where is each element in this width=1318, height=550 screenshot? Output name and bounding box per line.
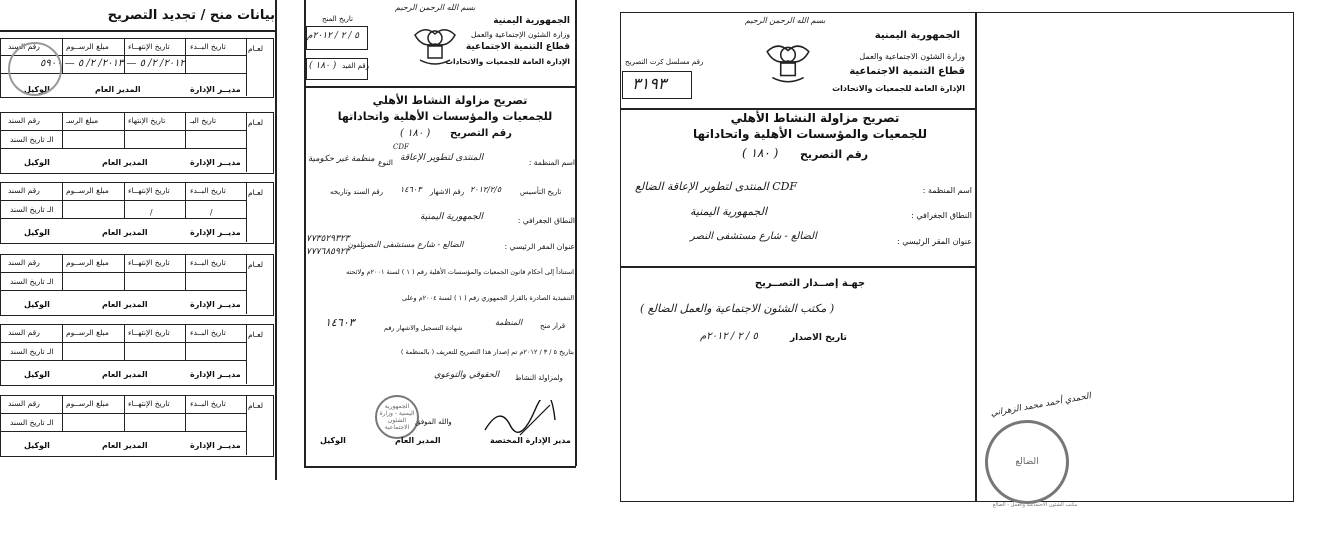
org-short: CDF xyxy=(393,143,409,151)
sig-agent: الوكيل xyxy=(24,158,50,167)
col-fee-label: مبلغ الرســوم xyxy=(66,328,109,337)
sig-manager: مديــر الإدارة xyxy=(190,158,241,167)
org-name-label: اسم المنظمة : xyxy=(528,158,575,167)
permit-subtitle: للجمعيات والمؤسسات الأهلية واتحاداتها xyxy=(337,110,553,123)
year-label: لعـام xyxy=(248,118,264,127)
receipt-date-label: الـ تاريخ السند xyxy=(10,347,54,356)
sig-manager: مديــر الإدارة xyxy=(190,370,241,379)
col-start-label: تاريخ البــدء xyxy=(190,258,226,267)
footer-sign-agent: الوكيل xyxy=(320,436,346,445)
founding-label: تاريخ التأسيس xyxy=(520,188,562,196)
receipt-date-label: الـ تاريخ السند xyxy=(10,418,54,427)
footer-sign-manager: مدير الإدارة المختصة xyxy=(490,436,571,445)
geo-label: النطاق الجغرافي : xyxy=(911,211,972,220)
reg-no-value: ( ١٨٠ ) xyxy=(309,61,337,71)
receipt-date-label: الـ تاريخ السند xyxy=(10,135,54,144)
hq-value: الضالع - شارع مستشفى النصر xyxy=(690,231,817,242)
col-fee-label: مبلغ الرســوم xyxy=(66,42,109,51)
legal-text-5: ولمزاولة النشاط xyxy=(515,374,563,382)
hq-label: عنوان المقر الرئيسي : xyxy=(896,237,972,246)
republic-label: الجمهورية اليمنية xyxy=(874,30,960,41)
col-start-label: تاريخ البــدء xyxy=(190,328,226,337)
issuer-title: جهـة إصــدار التصــريح xyxy=(754,278,866,289)
year-label: لعـام xyxy=(248,260,264,269)
left-official-stamp: الجمهورية اليمنية - وزارة الشئون الاجتماعية xyxy=(375,395,419,439)
serial-label: رقم مسلسل كرت التصريح xyxy=(625,58,704,66)
footer-sign-general: المدير العام xyxy=(395,436,441,445)
grant-date-value: ٥ / ٢ / ٢٠١٢م xyxy=(307,31,360,41)
date-slash: / xyxy=(210,208,213,217)
blessing-text: والله الموفق xyxy=(415,418,452,426)
emblem-icon xyxy=(762,36,814,88)
legal-text-3b: شهادة التسجيل والاشهار رقم xyxy=(384,324,463,332)
col-end-label: تاريخ الإنتهاء xyxy=(128,116,166,125)
signature-scribble xyxy=(480,400,560,440)
sig-general: المدير العام xyxy=(102,158,148,167)
org-name-value: المنتدى لتطوير الإعاقة الضالع CDF xyxy=(635,180,798,193)
sig-manager: مديــر الإدارة xyxy=(190,300,241,309)
sig-manager: مديــر الإدارة xyxy=(190,441,241,450)
legal-text-1: استناداً إلى أحكام قانون الجمعيات والمؤسسات الأهلية رقم ( ١ ) لسنة ٢٠٠١م ولائحته xyxy=(346,268,574,276)
col-end-label: تاريخ الإنتهــاء xyxy=(128,186,170,195)
col-fee-label: مبلغ الرســوم xyxy=(66,258,109,267)
legal-text-3b-value: ١٤٦٠٣ xyxy=(325,316,355,329)
phone-value-2: ٧٧٧٦٨٥٩٢٣ xyxy=(306,247,350,257)
sig-general: المدير العام xyxy=(102,300,148,309)
basmala: بسم الله الرحمن الرحيم xyxy=(395,3,476,12)
date-slash: / xyxy=(150,208,153,217)
department-label: الإدارة العامة للجمعيات والاتحادات xyxy=(832,84,965,93)
right-official-stamp xyxy=(985,420,1069,504)
geo-value: الجمهورية اليمنية xyxy=(690,205,768,218)
permit-no-label: رقم التصريح xyxy=(450,128,512,139)
col-start-label: تاريخ البــدء xyxy=(190,186,226,195)
issuer-value: ( مكتب الشئون الاجتماعية والعمل الضالع ) xyxy=(640,302,835,315)
year-label: لعـام xyxy=(248,188,264,197)
legal-text-5-value: الحقوقي والتوعوي xyxy=(434,370,500,380)
sig-general: المدير العام xyxy=(95,85,141,94)
renewal-stamp xyxy=(8,42,62,96)
permit-title: تصريح مزاولة النشاط الأهلي xyxy=(372,94,528,107)
hq-label: عنوان المقر الرئيسي : xyxy=(504,242,575,251)
permit-no-value: ( ١٨٠ ) xyxy=(742,146,779,160)
col-end-label: تاريخ الإنتهــاء xyxy=(128,42,170,51)
col-receipt-label: رقم السند xyxy=(8,186,40,195)
type-value: منظمة غير حكومية xyxy=(308,154,375,164)
col-fee-label: مبلغ الرســوم xyxy=(66,399,109,408)
announce-label: رقم الاشهار xyxy=(430,188,465,196)
stamp-ring-text: مكتب الشئون الاجتماعية والعمل - الضالع xyxy=(992,502,1078,508)
sig-general: المدير العام xyxy=(102,370,148,379)
issue-date-label: تاريخ الاصدار xyxy=(790,333,847,343)
sector-label: قطاع التنمية الاجتماعية xyxy=(465,42,570,52)
sig-manager: مديــر الإدارة xyxy=(190,85,241,94)
col-end-label: تاريخ الإنتهــاء xyxy=(128,399,170,408)
phone-value-1: ٧٧٣٥٢٩٣٢٣ xyxy=(306,234,350,244)
year-label: لعـام xyxy=(248,44,264,53)
renewals-title: بيانات منح / تجديد التصريح xyxy=(107,8,275,23)
republic-label: الجمهورية اليمنية xyxy=(493,16,570,26)
reg-no-label: رقم القيد xyxy=(342,62,370,70)
sig-agent: الوكيل xyxy=(24,441,50,450)
phone-label: تلفون xyxy=(348,241,365,249)
col-receipt-label: رقم السند xyxy=(8,328,40,337)
sig-agent: الوكيل xyxy=(24,300,50,309)
basmala: بسم الله الرحمن الرحيم xyxy=(745,16,826,25)
sig-manager: مديــر الإدارة xyxy=(190,228,241,237)
renewal-row1-handwritten: ٢٠١٢/ ٢/ ٥ — ٢٠١٣/ ٢/ ٥ — ٥٩٠٠ xyxy=(40,58,185,69)
issue-date-value: ٥ / ٢ / ٢٠١٢م xyxy=(700,331,758,342)
receipt-date-label: الـ تاريخ السند xyxy=(10,205,54,214)
col-start-label: تاريخ البــدء xyxy=(190,42,226,51)
sig-general: المدير العام xyxy=(102,441,148,450)
col-receipt-label: رقم السند xyxy=(8,116,40,125)
legal-text-2: التنفيذية الصادرة بالقرار الجمهوري رقم ( ١ ) لسنة ٢٠٠٤م وعلى xyxy=(401,294,574,302)
founding-value: ٢٠١٢/٢/٥ xyxy=(470,185,502,194)
receipt-date-label: الـ تاريخ السند xyxy=(10,277,54,286)
sig-agent: الوكيل xyxy=(24,228,50,237)
col-start-label: تاريخ البــدء xyxy=(190,399,226,408)
sector-label: قطاع التنمية الاجتماعية xyxy=(849,66,965,77)
org-name-value: المنتدى لتطوير الإعاقة xyxy=(400,153,484,163)
stamp-center-text: الضالع xyxy=(1015,457,1039,467)
legal-text-3-value: المنظمة xyxy=(495,318,523,327)
type-label: النوع xyxy=(378,158,393,167)
col-end-label: تاريخ الإنتهــاء xyxy=(128,328,170,337)
col-receipt-label: رقم السند xyxy=(8,399,40,408)
permit-no-label: رقم التصريح xyxy=(800,148,869,161)
geo-label: النطاق الجغرافي : xyxy=(517,216,575,225)
col-receipt-label: رقم السند xyxy=(8,258,40,267)
sig-agent: الوكيل xyxy=(24,85,50,94)
year-label: لعـام xyxy=(248,401,264,410)
department-label: الإدارة العامة للجمعيات والاتحادات xyxy=(445,57,570,66)
legal-text-4: بتاريخ ٥ / ٣ / ٢٠١٢م تم إصدار هذا التصريح للتعريف ( بالمنظمة ) xyxy=(400,348,574,356)
permit-subtitle: للجمعيات والمؤسسات الأهلية واتحاداتها xyxy=(693,127,927,141)
col-receipt-label: رقم السند xyxy=(8,42,40,51)
permit-title: تصريح مزاولة النشاط الأهلي xyxy=(730,111,900,125)
announce-value: ١٤٦٠٣ xyxy=(400,185,422,194)
col-fee-label: مبلغ الرســوم xyxy=(66,186,109,195)
receipt-label: رقم السند وتاريخه xyxy=(330,188,384,196)
ministry-label: وزارة الشئون الإجتماعية والعمل xyxy=(470,30,570,39)
org-name-label: اسم المنظمة : xyxy=(922,186,972,195)
emblem-icon xyxy=(410,20,460,70)
col-start-label: تاريخ البـ xyxy=(190,116,217,125)
sig-agent: الوكيل xyxy=(24,370,50,379)
col-end-label: تاريخ الإنتهــاء xyxy=(128,258,170,267)
grant-date-label: تاريخ المنح xyxy=(322,15,353,23)
serial-value: ٣١٩٣ xyxy=(632,74,667,93)
geo-value: الجمهورية اليمنية xyxy=(420,212,484,222)
permit-no-value: ( ١٨٠ ) xyxy=(400,128,431,139)
hq-value: الضالع - شارع مستشفى النصر xyxy=(362,240,464,249)
year-label: لعـام xyxy=(248,330,264,339)
ministry-label: وزارة الشئون الاجتماعية والعمل xyxy=(859,52,965,61)
col-fee-label: مبلغ الرسـ xyxy=(66,116,99,125)
legal-text-3: قرار منح xyxy=(540,322,566,330)
sig-general: المدير العام xyxy=(102,228,148,237)
signature-name: الحمدي أحمد محمد الزهراني xyxy=(989,391,1092,419)
